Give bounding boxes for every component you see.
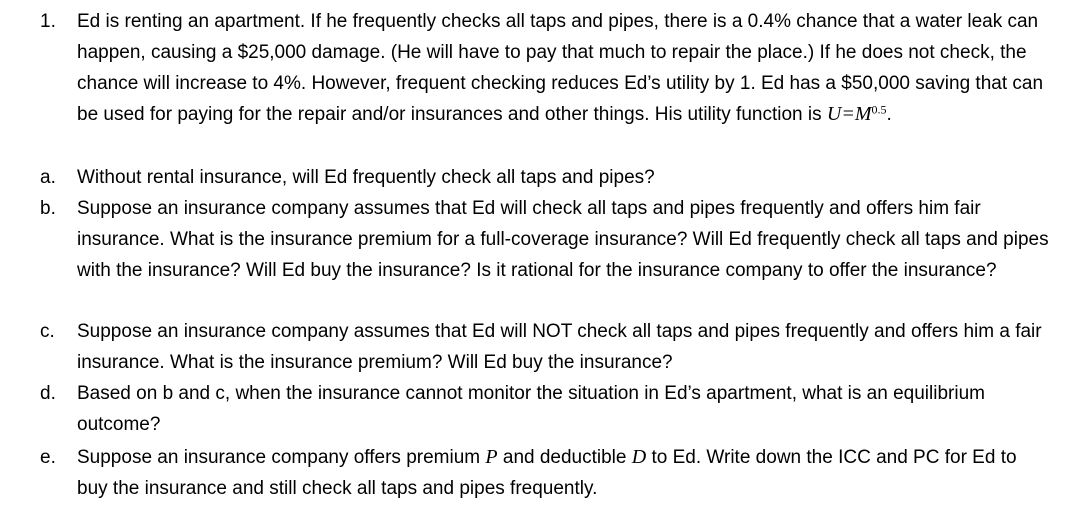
part-label: b. <box>40 198 56 219</box>
intro-text: Ed is renting an apartment. If he frequently checks all taps and pipes, there is a 0.4% chance that a water leak can happen, causing a $25,000 damage. (He will have to pay that much to repair the place.) If he does not check, the chance will increase to 4%. However, frequent checking reduces Ed’s utility by 1. Ed has a $50,000 saving that can be used for paying for the repair and/or insurances and other things. His utility function is <box>77 11 1044 125</box>
part-e-text-2: and deductible <box>497 447 632 468</box>
part-text: Based on b and c, when the insurance cannot monitor the situation in Ed’s apartment, what is an equilibrium outcome? <box>77 383 985 435</box>
question-intro <box>77 6 1052 130</box>
utility-formula-exponent: 0.5 <box>871 102 887 117</box>
part-text <box>77 442 1052 504</box>
part-text: Without rental insurance, will Ed frequently check all taps and pipes? <box>77 167 655 188</box>
utility-formula-base: U=M <box>826 103 872 125</box>
part-label: d. <box>40 383 56 404</box>
intro-end: . <box>886 104 892 125</box>
part-e-text-3: to Ed. Write down the ICC and PC for Ed to buy the insurance and still check all taps and pipes frequently. <box>77 447 1017 499</box>
deductible-variable: D <box>631 446 647 468</box>
part-label: c. <box>40 321 55 342</box>
part-label: e. <box>40 447 56 468</box>
utility-formula <box>827 103 887 125</box>
part-e-text-1: Suppose an insurance company offers premium <box>77 447 486 468</box>
part-text: Suppose an insurance company assumes that Ed will NOT check all taps and pipes frequently and offers him a fair insurance. What is the insurance premium? Will Ed buy the insurance? <box>77 321 1042 373</box>
part-text: Suppose an insurance company assumes that Ed will check all taps and pipes frequently and offers him fair insurance. What is the insurance premium for a full-coverage insurance? Will Ed frequently check all taps and pipes with the insurance? Will Ed buy the insurance? Is it rational for the insurance company to offer the insurance? <box>77 198 1049 281</box>
question-number: 1. <box>40 11 56 32</box>
part-label: a. <box>40 167 56 188</box>
premium-variable: P <box>485 446 498 468</box>
